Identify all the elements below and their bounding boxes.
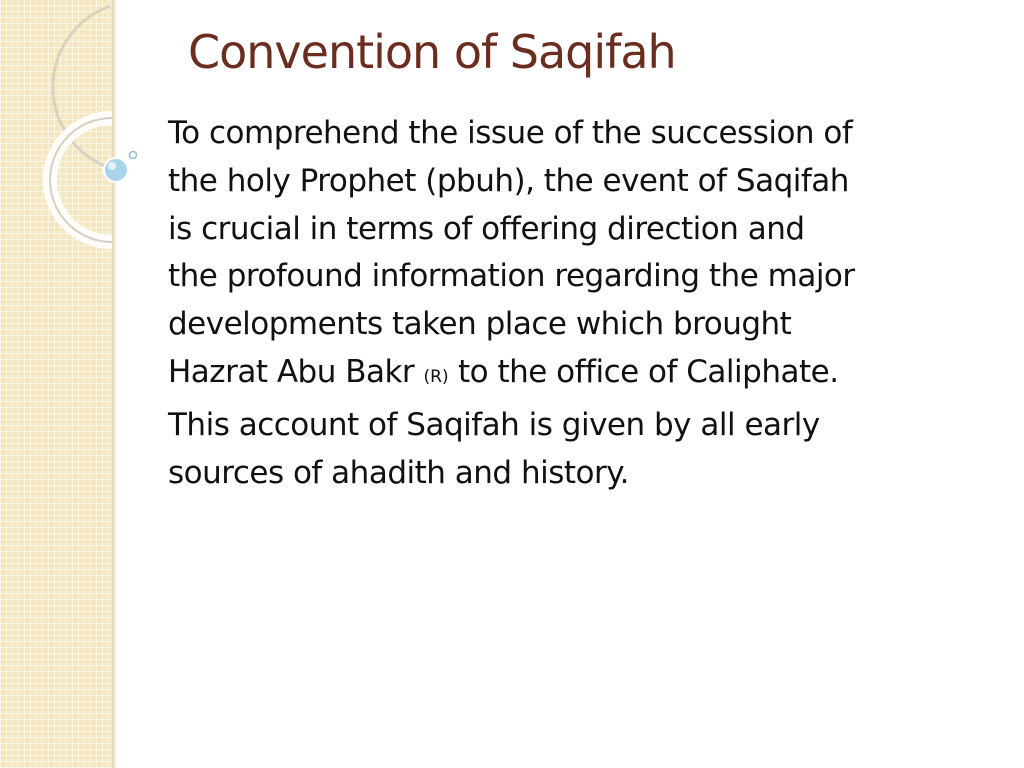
body-line-part: to the office of Caliphate. bbox=[448, 353, 839, 390]
body-line: To comprehend the issue of the succession of bbox=[168, 115, 853, 151]
slide-title: Convention of Saqifah bbox=[188, 25, 676, 79]
body-line-part: Hazrat Abu Bakr bbox=[168, 353, 424, 390]
body-line: sources of ahadith and history. bbox=[168, 454, 630, 491]
decorative-circles-icon bbox=[0, 0, 160, 260]
body-line: developments taken place which brought bbox=[168, 306, 792, 343]
body-line: This account of Saqifah is given by all early bbox=[168, 406, 820, 443]
body-line: is crucial in terms of offering direction and bbox=[168, 210, 805, 247]
body-paragraph bbox=[168, 110, 988, 497]
honorific: (R) bbox=[423, 366, 449, 387]
body-line: the profound information regarding the major bbox=[168, 258, 855, 295]
body-line-abu-bakr bbox=[168, 349, 988, 402]
body-line: the holy Prophet (pbuh), the event of Saqifah bbox=[168, 162, 849, 199]
